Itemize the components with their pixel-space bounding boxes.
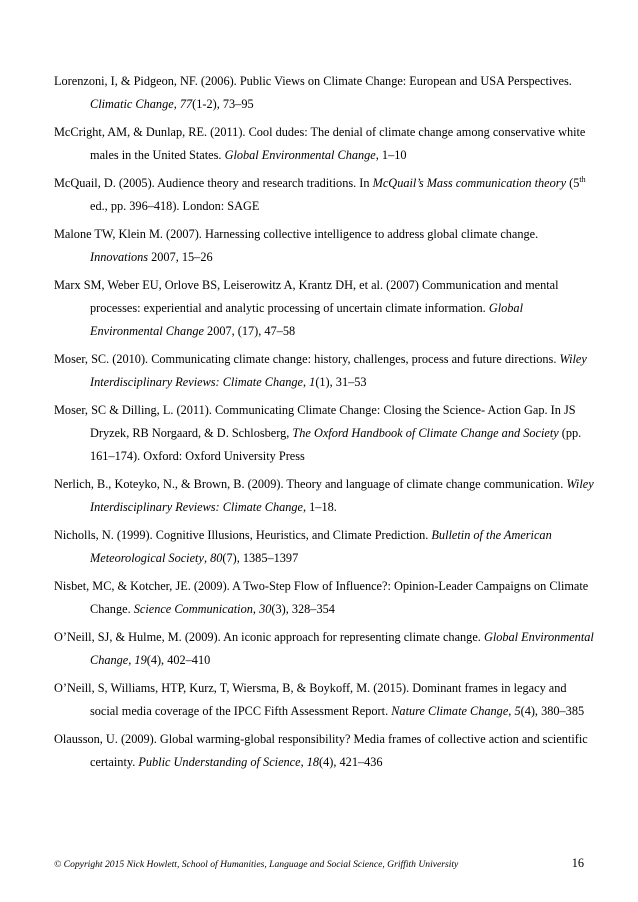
reference-italic-text: 18 — [306, 755, 320, 769]
reference-text: 2007, 15–26 — [148, 250, 213, 264]
reference-entry — [54, 121, 594, 167]
reference-text: Nisbet, MC, & Kotcher, JE. (2009). A Two-Step Flow of Influence?: Opinion-Leader Campaigns on Climate Change. — [54, 579, 589, 616]
reference-text: , — [128, 653, 135, 667]
reference-italic-text: Bulletin of the American Meteorological Society — [90, 528, 552, 565]
reference-text: , 1–18. — [303, 500, 337, 514]
reference-italic-text: Wiley Interdisciplinary Reviews: Climate Change — [90, 352, 587, 389]
reference-text: Marx SM, Weber EU, Orlove BS, Leiserowitz A, Krantz DH, et al. (2007) Communication and mental processes: experiential and analytic processing of uncertain climate information. — [54, 278, 559, 315]
reference-text: (pp. 161–174). Oxford: Oxford University Press — [90, 426, 582, 463]
reference-entry — [54, 348, 594, 394]
page-number: 16 — [571, 856, 584, 870]
reference-text: Malone TW, Klein M. (2007). Harnessing collective intelligence to address global climate change. — [54, 227, 539, 241]
reference-text: th — [579, 174, 586, 184]
reference-text: , 1–10 — [375, 148, 407, 162]
reference-italic-text: Global Environmental Change — [90, 630, 594, 667]
reference-text: O’Neill, SJ, & Hulme, M. (2009). An iconic approach for representing climate change. — [54, 630, 484, 644]
reference-text: Nicholls, N. (1999). Cognitive Illusions, Heuristics, and Climate Prediction. — [54, 528, 432, 542]
reference-text: (1-2), 73–95 — [192, 97, 254, 111]
reference-text: , — [252, 602, 260, 616]
reference-text: (4), 402–410 — [146, 653, 211, 667]
reference-italic-text: Wiley Interdisciplinary Reviews: Climate Change — [90, 477, 594, 514]
reference-text: , — [300, 755, 307, 769]
reference-text: , — [203, 551, 211, 565]
reference-italic-text: Innovations — [90, 250, 149, 264]
reference-italic-text: Public Understanding of Science — [138, 755, 301, 769]
reference-entry — [54, 524, 594, 570]
reference-list — [54, 70, 594, 779]
reference-entry — [54, 575, 594, 621]
reference-text: Moser, SC. (2010). Communicating climate change: history, challenges, process and future directions. — [54, 352, 560, 366]
reference-italic-text: 80 — [210, 551, 223, 565]
reference-italic-text: Nature Climate Change — [391, 704, 509, 718]
reference-text: Olausson, U. (2009). Global warming-global responsibility? Media frames of collective action and scientific certainty. — [54, 732, 588, 769]
reference-entry — [54, 399, 594, 468]
reference-italic-text: 30 — [259, 602, 272, 616]
reference-text: 2007, (17), 47–58 — [203, 324, 296, 338]
reference-text: (5 — [566, 176, 580, 190]
reference-text: (3), 328–354 — [271, 602, 335, 616]
reference-entry — [54, 626, 594, 672]
reference-italic-text: Global Environmental Change — [90, 301, 523, 338]
reference-entry — [54, 70, 594, 116]
reference-entry — [54, 473, 594, 519]
reference-italic-text: 1 — [309, 375, 316, 389]
reference-entry — [54, 728, 594, 774]
reference-text: Lorenzoni, I, & Pidgeon, NF. (2006). Public Views on Climate Change: European and USA Perspectives. — [54, 74, 572, 88]
reference-text: Moser, SC & Dilling, L. (2011). Communicating Climate Change: Closing the Science- Action Gap. In JS Dryzek, RB Norgaard, & D. Schlosberg, — [54, 403, 576, 440]
reference-italic-text: Climatic Change — [90, 97, 174, 111]
reference-italic-text: The Oxford Handbook of Climate Change and Society — [292, 426, 559, 440]
reference-italic-text: 77 — [179, 97, 193, 111]
reference-text: O’Neill, S, Williams, HTP, Kurz, T, Wiersma, B, & Boykoff, M. (2015). Dominant frames in legacy and social media coverage of the IPCC Fifth Assessment Report. — [54, 681, 567, 718]
reference-text: , — [508, 704, 515, 718]
reference-text: McCright, AM, & Dunlap, RE. (2011). Cool dudes: The denial of climate change among conservative white males in the United States. — [54, 125, 586, 162]
reference-text: Nerlich, B., Koteyko, N., & Brown, B. (2009). Theory and language of climate change communication. — [54, 477, 567, 491]
reference-text: ed., pp. 396–418). London: SAGE — [90, 199, 260, 213]
reference-entry — [54, 274, 594, 343]
page-footer — [54, 856, 584, 872]
copyright-notice: © Copyright 2015 Nick Howlett, School of Humanities, Language and Social Science, Griffith University — [54, 859, 459, 870]
reference-text: (4), 421–436 — [319, 755, 383, 769]
reference-italic-text: Global Environmental Change — [224, 148, 376, 162]
reference-entry — [54, 677, 594, 723]
reference-entry — [54, 172, 594, 218]
reference-italic-text: McQuail’s Mass communication theory — [372, 176, 567, 190]
reference-text: (4), 380–385 — [520, 704, 585, 718]
reference-italic-text: 19 — [134, 653, 147, 667]
reference-text: , — [173, 97, 180, 111]
reference-italic-text: 5 — [514, 704, 521, 718]
reference-text: (7), 1385–1397 — [222, 551, 299, 565]
reference-italic-text: Science Communication — [133, 602, 253, 616]
reference-text: McQuail, D. (2005). Audience theory and research traditions. In — [54, 176, 373, 190]
reference-entry — [54, 223, 594, 269]
reference-text: , — [303, 375, 310, 389]
reference-text: (1), 31–53 — [315, 375, 367, 389]
